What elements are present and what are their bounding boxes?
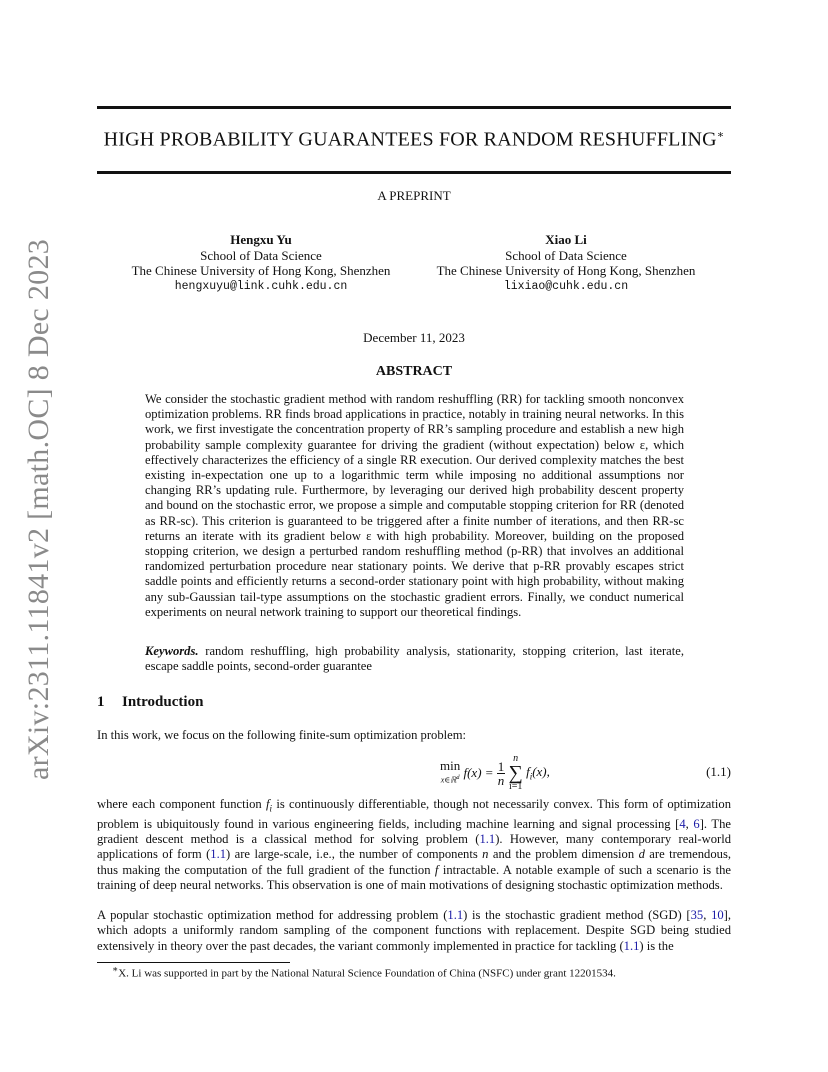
paper-title xyxy=(97,128,731,152)
preprint-label: A PREPRINT xyxy=(377,188,451,203)
intro-paragraph-1: In this work, we focus on the following finite-sum optimization problem: xyxy=(97,728,467,742)
author-block-1 xyxy=(111,232,411,294)
footnote-rule xyxy=(97,962,290,963)
equation-1-1 xyxy=(97,754,731,794)
citation-link[interactable]: 4 xyxy=(679,816,686,831)
author-department: School of Data Science xyxy=(505,247,627,263)
title-top-rule xyxy=(97,106,731,109)
summation-symbol: n ∑ i=1 xyxy=(508,753,523,792)
author-affiliation: The Chinese University of Hong Kong, Shenzhen xyxy=(131,263,391,278)
min-operator: min x∈ℝ$^d$ xyxy=(440,757,461,785)
author-name: Hengxu Yu xyxy=(230,232,292,247)
equation-ref-link[interactable]: 1.1 xyxy=(447,908,464,922)
keywords-label: Keywords. xyxy=(145,644,199,658)
footnote xyxy=(112,964,731,980)
title-bottom-rule xyxy=(97,171,731,174)
intro-paragraph-3: A popular stochastic optimization method for addressing problem (1.1) is the stochastic gradient method (SGD) [35, 10], which adopts a uniformly random sampling of the component functions with replacement. Despite SGD being studied extensively in theory over the past decades, the variant commonly implemented in practice for tackling (1.1) is the xyxy=(97,908,731,953)
equation-ref-link[interactable]: 1.1 xyxy=(210,847,227,862)
paper-date: December 11, 2023 xyxy=(363,330,465,345)
keywords-text: random reshuffling, high probability analysis, stationarity, stopping criterion, last iterate, escape saddle points, second-order guarantee xyxy=(145,644,684,674)
citation-link[interactable]: 10 xyxy=(711,908,724,922)
section-heading-introduction xyxy=(97,694,203,711)
intro-paragraph-2: where each component function $f_i$ is continuously differentiable, though not necessarily convex. This form of optimization problem is ubiquitously found in various engineering fields, including machine learning and signal processing [4, 6]. The gradient descent method is a classical method for solving problem (1.1). However, many contemporary real-world applications of form (1.1) are large-scale, i.e., the number of components n and the problem dimension d are tremendous, thus making the computation of the full gradient of the function f intractable. A notable example of such a scenario is the training of deep neural networks. This observation is one of main motivations of designing stochastic optimization methods. xyxy=(97,797,732,892)
equation-ref-link[interactable]: 1.1 xyxy=(479,832,496,847)
author-email[interactable]: lixiao@cuhk.edu.cn xyxy=(503,279,629,293)
author-block-2 xyxy=(416,232,716,294)
footnote-text: X. Li was supported in part by the National Natural Science Foundation of China (NSFC) under grant 12201534. xyxy=(118,967,616,980)
arxiv-sidebar-stamp: arXiv:2311.11841v2 [math.OC] 8 Dec 2023 xyxy=(22,238,55,780)
equation-body xyxy=(440,754,550,792)
equation-number: (1.1) xyxy=(706,764,731,779)
keywords xyxy=(145,644,684,674)
section-number: 1 xyxy=(97,694,105,710)
citation-link[interactable]: 35 xyxy=(690,908,704,922)
equation-lhs: f(x) = xyxy=(463,765,494,780)
title-footnote-mark: ∗ xyxy=(716,129,725,141)
footnote-mark: ∗ xyxy=(112,964,119,974)
citation-link[interactable]: 6 xyxy=(693,816,700,831)
equation-ref-link[interactable]: 1.1 xyxy=(623,938,640,953)
abstract-heading: ABSTRACT xyxy=(375,364,453,379)
title-text: HIGH PROBABILITY GUARANTEES FOR RANDOM RESHUFFLING xyxy=(103,128,717,151)
author-department: School of Data Science xyxy=(200,247,322,263)
equation-rhs: $f_i(x)$, xyxy=(526,764,550,782)
author-affiliation: The Chinese University of Hong Kong, Shenzhen xyxy=(436,263,696,278)
equation-fraction: $\frac{1}{n}$ xyxy=(497,758,505,788)
abstract-text: We consider the stochastic gradient method with random reshuffling (RR) for tackling smooth nonconvex optimization problems. RR finds broad applications in practice, notably in training neural networks. In this work, we first investigate the concentration property of RR’s sampling procedure and establish a new high probability sample complexity guarantee for driving the gradient (without expectation) below ε, which effectively characterizes the efficiency of a single RR execution. Our derived complexity matches the best existing in-expectation one up to a logarithmic term while imposing no additional assumptions nor changing RR’s updating rule. Furthermore, by leveraging our derived high probability descent property and bound on the stochastic error, we propose a simple and computable stopping criterion for RR (denoted as RR-sc). This criterion is guaranteed to be triggered after a finite number of iterations, and then RR-sc returns an iterate with its gradient below ε with high probability. Moreover, building on the proposed stopping criterion, we design a perturbed random reshuffling method (p-RR) that involves an additional randomized perturbation procedure near stationary points. We derive that p-RR provably escapes strict saddle points and efficiently returns a second-order stationary point with high probability, without making any sub-Gaussian tail-type assumptions on the stochastic gradient errors. Finally, we conduct numerical experiments on neural network training to support our theoretical findings. xyxy=(145,392,684,619)
section-title: Introduction xyxy=(122,694,204,710)
author-email[interactable]: hengxuyu@link.cuhk.edu.cn xyxy=(174,279,348,293)
author-name: Xiao Li xyxy=(545,232,587,247)
